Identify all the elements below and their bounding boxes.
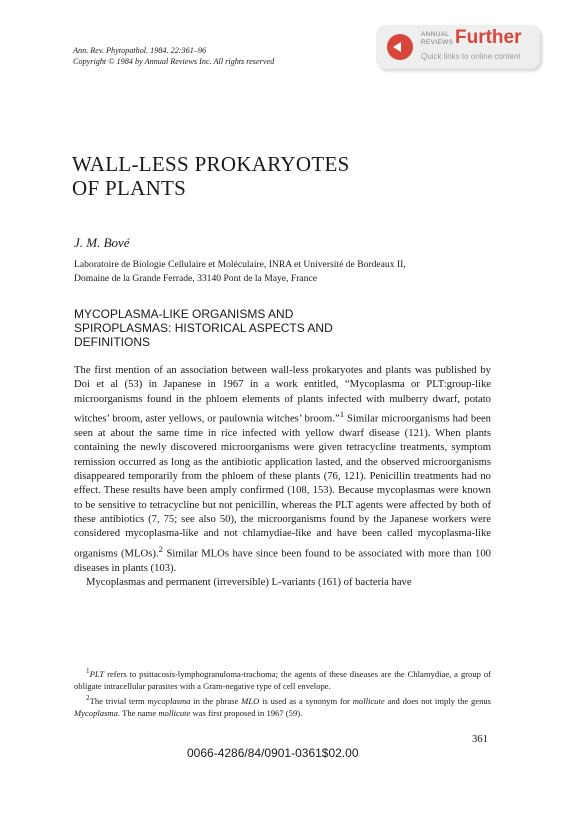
body-paragraph: Mycoplasmas and permanent (irreversible) L-variants (161) of bacteria have bbox=[86, 576, 412, 588]
paragraph-text: Similar microorganisms had been seen at about the same time in rice infected with yellow dwarf disease (121). When plants containing the newly discovered microorganisms were given tetracycline treatments, symptom remission occurred as long as the antibiotic application lasted, and the observed microorganisms disappeared temporarily from the phloem of these plants (76, 121). Penicillin treatments had no effect. These results have been amply confirmed (108, 153). Because mycoplasmas were known to be sensitive to tetracycline but not penicillin, whereas the PLT agents were affected by both of these antibiotics (7, 75; see also 50), the microorganisms found by the Japanese workers were considered mycoplasma-like and not chlamydiae-like and have been called mycoplasma-like organisms (MLOs). bbox=[74, 413, 491, 560]
footnote-term: PLT bbox=[89, 668, 105, 679]
footnote-term: Mycoplasma bbox=[74, 707, 118, 718]
body-text bbox=[74, 364, 491, 590]
further-label: Further bbox=[455, 27, 522, 48]
title-line: WALL-LESS PROKARYOTES bbox=[72, 152, 350, 176]
footnote-term: mollicute bbox=[352, 695, 385, 706]
footnote-text: and does not imply the genus bbox=[384, 695, 492, 706]
section-heading-line: MYCOPLASMA-LIKE ORGANISMS AND bbox=[74, 307, 294, 321]
journal-citation bbox=[73, 45, 274, 67]
footnote-text: is used as a synonym for bbox=[259, 695, 353, 706]
author-name: J. M. Bové bbox=[74, 235, 130, 250]
annual-label: ANNUAL bbox=[421, 31, 450, 38]
footnote-term: mollicute bbox=[158, 707, 191, 718]
section-heading-line: DEFINITIONS bbox=[74, 335, 151, 349]
footnote-term: MLO bbox=[241, 695, 260, 706]
reviews-label: REVIEWS bbox=[421, 38, 454, 46]
footnote-text: . The name bbox=[117, 707, 159, 718]
affiliation-line: Domaine de la Grande Ferrade, 33140 Pont de la Maye, France bbox=[74, 273, 317, 284]
body-paragraph bbox=[74, 364, 491, 576]
further-tagline: Quick links to online content bbox=[421, 52, 521, 61]
footnote-ref: 2 bbox=[158, 543, 163, 554]
affiliation-line: Laboratoire de Biologie Cellulaire et Moléculaire, INRA et Université de Bordeaux II, bbox=[74, 259, 406, 270]
paragraph-text: Similar MLOs have since been found to be associated with more than 100 diseases in plants (103). bbox=[74, 548, 491, 574]
journal-citation-line: Ann. Rev. Phytopathol. 1984. 22:361–96 bbox=[73, 46, 207, 55]
annual-reviews-wordmark bbox=[421, 31, 453, 46]
paragraph-text: The first mention of an association between wall-less prokaryotes and plants was published by Doi et al (53) in Japanese in 1967 in a work entitled, “Mycoplasma or PLT:group-like microorganisms found in the phloem elements of plants infected with mulberry dwarf, potato witches’ broom, aster yellows, or paulownia witches’ broom.” bbox=[74, 365, 491, 425]
footnote bbox=[74, 665, 491, 692]
footnote-text: The trivial term bbox=[89, 695, 148, 706]
footnote-text: was first proposed in 1967 (59). bbox=[190, 707, 303, 718]
article-title bbox=[72, 152, 350, 200]
further-links-badge[interactable] bbox=[376, 25, 540, 69]
author-affiliation bbox=[74, 258, 406, 286]
footnote-ref: 1 bbox=[339, 409, 345, 420]
footnote bbox=[74, 692, 491, 719]
footnote-mark: 2 bbox=[86, 693, 90, 702]
copyright-line: Copyright © 1984 by Annual Reviews Inc. All rights reserved bbox=[73, 57, 275, 66]
footnote-text: refers to psittacosis-lymphogranuloma-trachoma; the agents of these diseases are the Chlamydiae, a group of obligate intracellular parasites with a Gram-negative type of cell envelope. bbox=[74, 668, 491, 691]
footnotes bbox=[74, 665, 491, 719]
page-number: 361 bbox=[472, 734, 488, 745]
footnote-mark: 1 bbox=[86, 667, 90, 675]
title-line: OF PLANTS bbox=[72, 176, 187, 200]
article-code: 0066-4286/84/0901-0361$02.00 bbox=[187, 746, 359, 760]
footnote-text: in the phrase bbox=[190, 695, 242, 706]
footnote-term: mycoplasma bbox=[147, 695, 191, 706]
section-heading bbox=[74, 307, 333, 349]
section-heading-line: SPIROPLASMAS: HISTORICAL ASPECTS AND bbox=[74, 321, 333, 335]
play-back-circle-icon bbox=[387, 34, 413, 60]
